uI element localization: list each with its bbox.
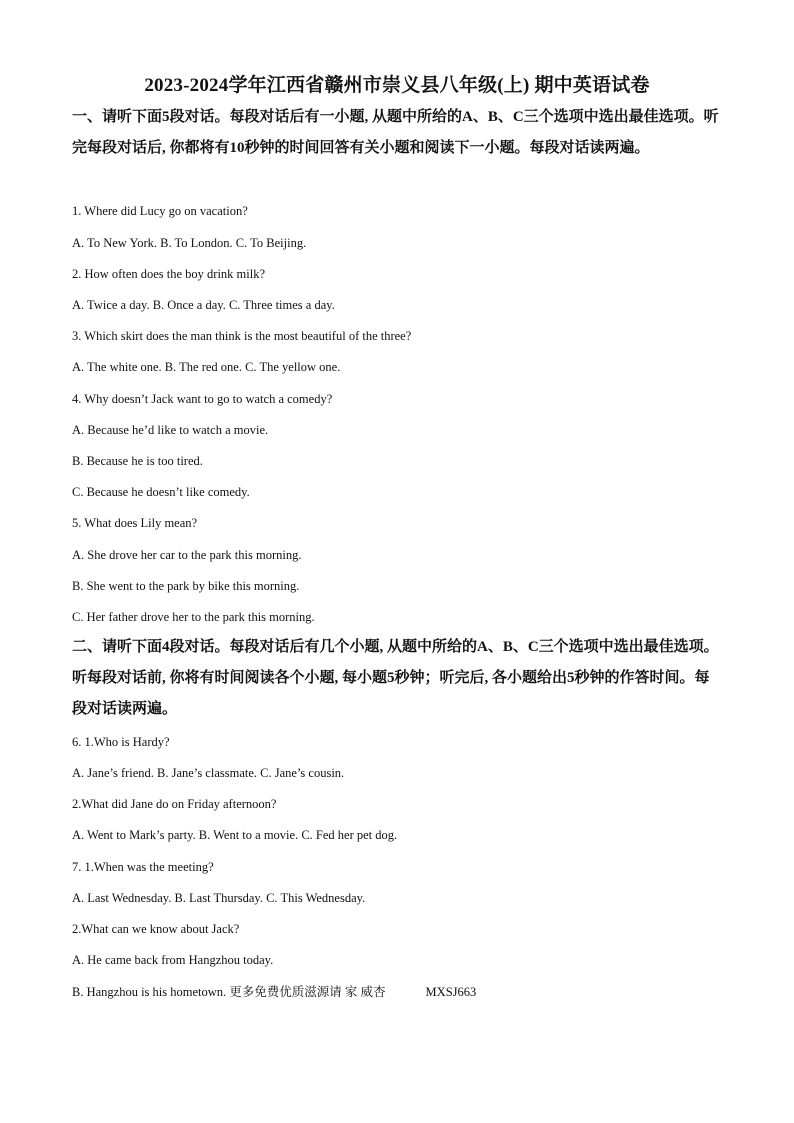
answer-option: C. Her father drove her to the park this morning. bbox=[72, 610, 315, 624]
answer-option-with-footer bbox=[72, 983, 724, 1001]
answer-option: A. She drove her car to the park this morning. bbox=[72, 548, 302, 562]
answer-options: A. Went to Mark’s party. B. Went to a movie. C. Fed her pet dog. bbox=[72, 828, 398, 842]
question-line: 3. Which skirt does the man think is the most beautiful of the three? bbox=[72, 329, 412, 343]
answer-option: B. She went to the park by bike this morning. bbox=[72, 579, 300, 593]
answer-options: A. The white one. B. The red one. C. The yellow one. bbox=[72, 360, 341, 374]
answer-option: A. He came back from Hangzhou today. bbox=[72, 953, 274, 967]
section-1-instructions: 一、请听下面5段对话。每段对话后有一小题, 从题中所给的A、B、C三个选项中选出最佳选项。听完每段对话后, 你都将有10秒钟的时间回答有关小题和阅读下一小题。每段对话读两遍。 bbox=[72, 109, 719, 156]
question-line: 2. How often does the boy drink milk? bbox=[72, 267, 266, 281]
answer-option: C. Because he doesn’t like comedy. bbox=[72, 485, 250, 499]
question-line: 1. Where did Lucy go on vacation? bbox=[72, 204, 248, 218]
answer-options: A. Last Wednesday. B. Last Thursday. C. This Wednesday. bbox=[72, 891, 366, 905]
answer-option: A. Because he’d like to watch a movie. bbox=[72, 423, 269, 437]
page-title: 2023-2024学年江西省赣州市崇义县八年级(上) 期中英语试卷 bbox=[144, 75, 650, 96]
section-2-instructions: 二、请听下面4段对话。每段对话后有几个小题, 从题中所给的A、B、C三个选项中选出最佳选项。听每段对话前, 你将有时间阅读各个小题, 每小题5秒钟；听完后, 各小题给出5秒钟的作答时间。每段对话读两遍。 bbox=[72, 639, 719, 717]
question-line: 2.What can we know about Jack? bbox=[72, 922, 240, 936]
question-line: 5. What does Lily mean? bbox=[72, 516, 198, 530]
answer-options: A. To New York. B. To London. C. To Beijing. bbox=[72, 236, 307, 250]
footer-code: MXSJ663 bbox=[425, 985, 477, 999]
question-line: 2.What did Jane do on Friday afternoon? bbox=[72, 797, 277, 811]
answer-options: A. Jane’s friend. B. Jane’s classmate. C. Jane’s cousin. bbox=[72, 766, 345, 780]
question-line: 7. 1.When was the meeting? bbox=[72, 860, 214, 874]
answer-options: A. Twice a day. B. Once a day. C. Three times a day. bbox=[72, 298, 335, 312]
question-line: 4. Why doesn’t Jack want to go to watch a comedy? bbox=[72, 392, 333, 406]
question-line: 6. 1.Who is Hardy? bbox=[72, 735, 170, 749]
answer-option: B. Because he is too tired. bbox=[72, 454, 203, 468]
answer-option: B. Hangzhou is his hometown. 更多免费优质滋源请 家 威杏 bbox=[72, 985, 386, 999]
